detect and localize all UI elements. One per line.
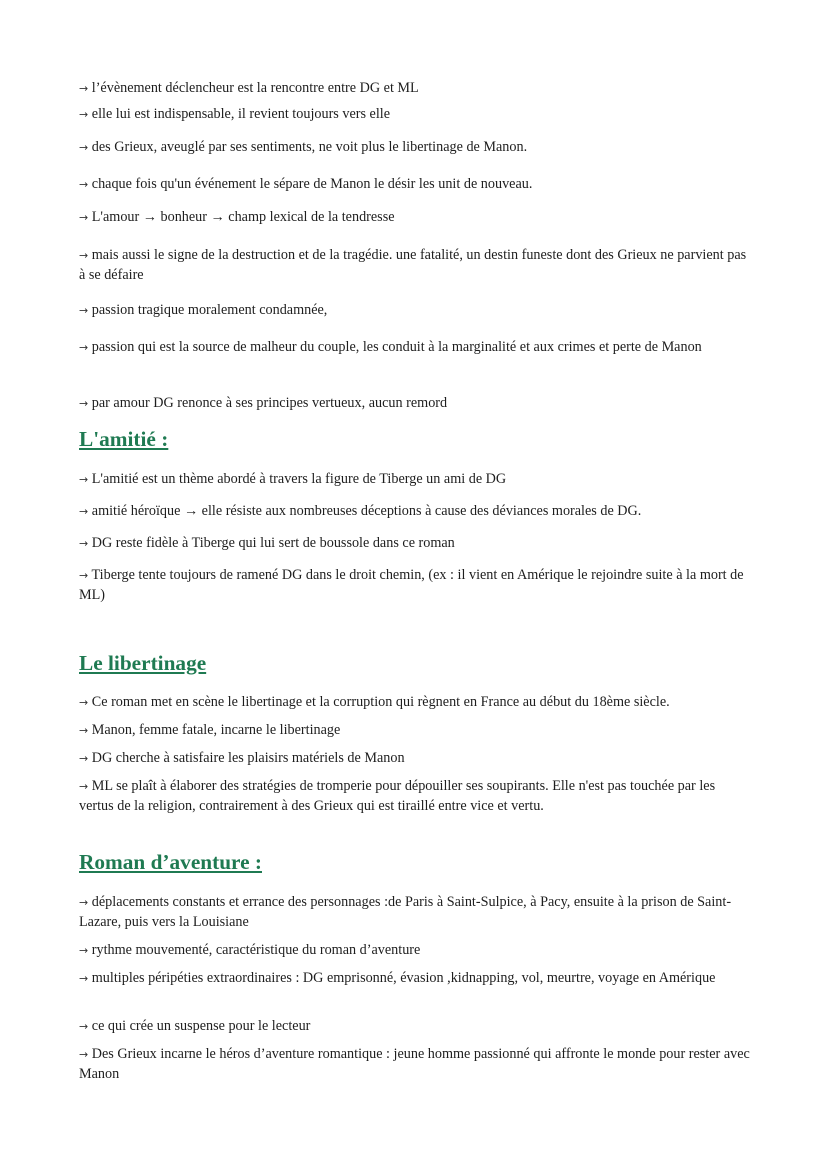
bullet-item: → elle lui est indispensable, il revient toujours vers elle — [79, 106, 391, 122]
bullet-item: → Ce roman met en scène le libertinage et la corruption qui règnent en France au début du 18ème siècle. — [79, 694, 670, 710]
bullet-item: → DG cherche à satisfaire les plaisirs matériels de Manon — [79, 750, 405, 766]
arrow-icon: → — [79, 505, 89, 518]
arrow-icon: → — [79, 304, 89, 317]
bullet-item: → Des Grieux incarne le héros d’aventure romantique : jeune homme passionné qui affronte le monde pour rester avec Manon — [79, 1046, 750, 1082]
bullet-item: → Manon, femme fatale, incarne le libertinage — [79, 722, 341, 738]
arrow-icon: → — [79, 341, 89, 354]
bullet-item: → Tiberge tente toujours de ramené DG dans le droit chemin, (ex : il vient en Amérique le rejoindre suite à la mort de ML) — [79, 567, 744, 603]
arrow-icon: → — [79, 780, 89, 793]
bullet-item: → rythme mouvementé, caractéristique du roman d’aventure — [79, 942, 421, 958]
bullet-item: → amitié héroïque → elle résiste aux nombreuses déceptions à cause des déviances morales de DG. — [79, 503, 642, 519]
bullet-item: → L'amitié est un thème abordé à travers la figure de Tiberge un ami de DG — [79, 471, 507, 487]
bullet-item: → passion tragique moralement condamnée, — [79, 302, 328, 318]
bullet-item: → des Grieux, aveuglé par ses sentiments, ne voit plus le libertinage de Manon. — [79, 139, 528, 155]
section-heading-amitie: L'amitié : — [79, 427, 169, 451]
bullet-item: → passion qui est la source de malheur du couple, les conduit à la marginalité et aux crimes et perte de Manon — [79, 339, 702, 355]
bullet-item: → chaque fois qu'un événement le sépare de Manon le désir les unit de nouveau. — [79, 176, 533, 192]
bullet-item: → ML se plaît à élaborer des stratégies de tromperie pour dépouiller ses soupirants. Elle n'est pas touchée par les vertus de la religion, contrairement à des Grieux qui est tiraillé entre vice et vertu. — [79, 778, 716, 814]
bullet-item: → mais aussi le signe de la destruction et de la tragédie. une fatalité, un destin funeste dont des Grieux ne parvient pas à se défaire — [79, 247, 747, 283]
section-heading-aventure: Roman d’aventure : — [79, 850, 262, 874]
bullet-item: → déplacements constants et errance des personnages :de Paris à Saint-Sulpice, à Pacy, ensuite à la prison de Saint-Lazare, puis vers la Louisiane — [79, 894, 732, 930]
bullet-item: → par amour DG renonce à ses principes vertueux, aucun remord — [79, 395, 448, 411]
arrow-icon: → — [79, 972, 89, 985]
arrow-icon: → — [79, 178, 89, 191]
arrow-icon: → — [79, 944, 89, 957]
arrow-icon: → — [79, 473, 89, 486]
bullet-item: → ce qui crée un suspense pour le lecteur — [79, 1018, 311, 1034]
bullet-item: → L'amour → bonheur → champ lexical de la tendresse — [79, 209, 395, 225]
bullet-item: → l’évènement déclencheur est la rencontre entre DG et ML — [79, 80, 419, 96]
arrow-icon: → — [79, 752, 89, 765]
bullet-item: → DG reste fidèle à Tiberge qui lui sert de boussole dans ce roman — [79, 535, 455, 551]
bullet-item: → multiples péripéties extraordinaires : DG emprisonné, évasion ,kidnapping, vol, meurtre, voyage en Amérique — [79, 970, 716, 986]
arrow-icon: → — [79, 1020, 89, 1033]
arrow-icon: → — [79, 1048, 89, 1061]
arrow-icon: → — [79, 108, 89, 121]
arrow-icon: → — [79, 141, 89, 154]
arrow-icon: → — [79, 896, 89, 909]
arrow-icon: → — [79, 211, 89, 224]
arrow-icon: → — [79, 537, 89, 550]
arrow-icon: → — [79, 82, 89, 95]
arrow-icon: → — [79, 696, 89, 709]
arrow-icon: → — [79, 724, 89, 737]
arrow-icon: → — [79, 249, 89, 262]
section-heading-libertinage: Le libertinage — [79, 651, 207, 675]
arrow-icon: → — [79, 569, 89, 582]
arrow-icon: → — [79, 397, 89, 410]
